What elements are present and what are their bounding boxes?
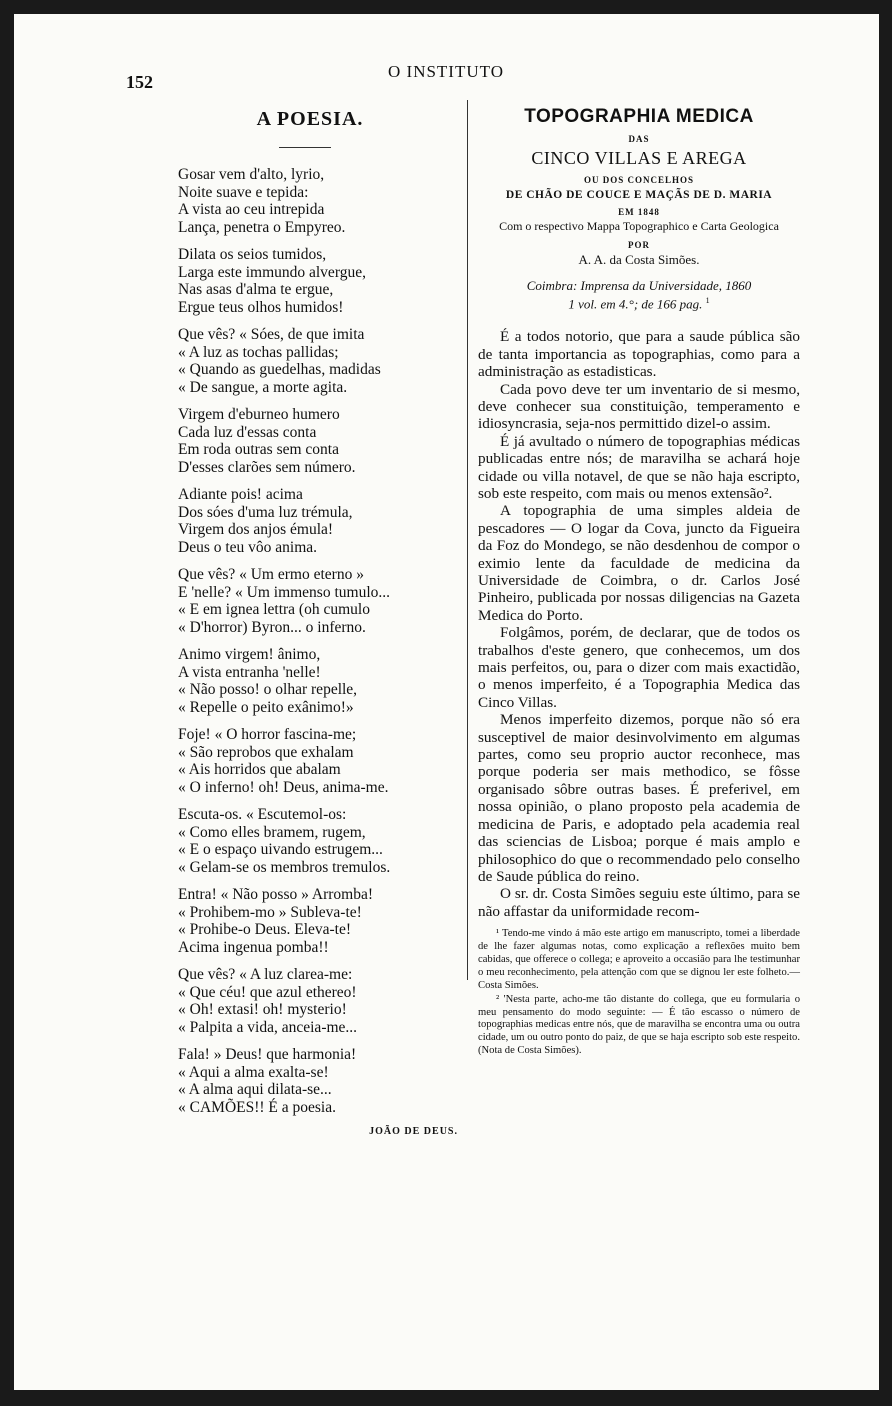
poem-line: « Repelle o peito exânimo!» bbox=[178, 698, 354, 716]
review-councils: DE CHÃO DE COUCE E MAÇÃS DE D. MARIA bbox=[505, 189, 773, 201]
poem-line: Fala! » Deus! que harmonia! bbox=[178, 1046, 357, 1063]
poem-line: « Quando as guedelhas, madidas bbox=[178, 361, 381, 378]
poem-stanza bbox=[178, 646, 460, 716]
body-paragraph: Folgâmos, porém, de declarar, que de todos os trabalhos d'este genero, que conhecemos, um dos mais perfeitos, ou, para o dizer com mais exactidão, o menos imperfeito, é a Topographia Medica das Cinco Villas. bbox=[478, 624, 800, 711]
poem-stanza bbox=[178, 326, 460, 396]
review-column bbox=[478, 100, 800, 1059]
poem-line: « São reprobos que exhalam bbox=[178, 743, 354, 761]
poem-line: Larga este immundo alvergue, bbox=[178, 263, 366, 281]
poem-author: JOÃO DE DEUS. bbox=[369, 1126, 458, 1137]
page-number: 152 bbox=[126, 72, 153, 92]
poem-line: Gosar vem d'alto, lyrio, bbox=[178, 166, 325, 183]
poem-line: Dilata os seios tumidos, bbox=[178, 246, 327, 263]
poem-stanza bbox=[178, 406, 460, 476]
review-por: POR bbox=[628, 240, 650, 250]
poem-column bbox=[150, 108, 460, 1137]
poem-stanza bbox=[178, 166, 460, 236]
body-paragraph: O sr. dr. Costa Simões seguiu este último, para se não affastar da uniformidade recom- bbox=[478, 885, 800, 920]
poem-line: Em roda outras sem conta bbox=[178, 441, 339, 458]
poem-stanza bbox=[178, 726, 460, 796]
journal-title: O INSTITUTO bbox=[388, 62, 504, 81]
poem-line: « De sangue, a morte agita. bbox=[178, 378, 348, 396]
volume-text: 1 vol. em 4.°; de 166 pag. bbox=[568, 296, 703, 312]
poem-line: Que vês? « Sóes, de que imita bbox=[178, 326, 365, 343]
poem-line: Foje! « O horror fascina-me; bbox=[178, 726, 357, 743]
poem-line: Noite suave e tepida: bbox=[178, 183, 309, 201]
review-volume bbox=[478, 296, 800, 312]
poem-line: Nas asas d'alma te ergue, bbox=[178, 281, 334, 298]
poem-line: Cada luz d'essas conta bbox=[178, 423, 317, 441]
poem-line: A vista entranha 'nelle! bbox=[178, 663, 321, 681]
poem-line: « CAMÕES!! É a poesia. bbox=[178, 1098, 336, 1116]
poem-line: « E em ignea lettra (oh cumulo bbox=[178, 601, 370, 618]
poem-line: Entra! « Não posso » Arromba! bbox=[178, 886, 373, 903]
review-author: A. A. da Costa Simões. bbox=[578, 252, 700, 267]
title-rule bbox=[279, 147, 331, 148]
poem-line: Ergue teus olhos humidos! bbox=[178, 298, 344, 316]
body-paragraph: A topographia de uma simples aldeia de pescadores — O logar da Cova, juncto da Figueira da Foz do Mondego, se não desdenhou de compor o eximio lente da faculdade de medicina da Universidade de Coimbra, o dr. Carlos José Pinheiro, publicada por nossas diligencias na Gazeta Medica do Porto. bbox=[478, 502, 800, 624]
poem-line: « Como elles bramem, rugem, bbox=[178, 823, 366, 841]
review-das: DAS bbox=[628, 134, 650, 144]
poem-line: « A alma aqui dilata-se... bbox=[178, 1081, 332, 1098]
poem-stanzas bbox=[150, 166, 460, 1116]
poem-line: « A luz as tochas pallidas; bbox=[178, 343, 339, 361]
poem-line: Lança, penetra o Empyreo. bbox=[178, 218, 346, 236]
body-paragraph: É a todos notorio, que para a saude pública são de tanta importancia as topographias, como para a administração as estadisticas. bbox=[478, 328, 800, 381]
poem-stanza bbox=[178, 486, 460, 556]
poem-line: Adiante pois! acima bbox=[178, 486, 303, 503]
poem-line: Escuta-os. « Escutemol-os: bbox=[178, 806, 347, 823]
footnote: ² 'Nesta parte, acho-me tão distante do collega, que eu formularia o meu pensamento do modo seguinte: — É tão escasso o número de topographias medicas entre nós, que de maravilha se encontra uma ou outra cidade, um ou outro ponto do paiz, de que se haja escripto sob este respeito. (Nota de Costa Simões). bbox=[478, 993, 800, 1057]
poem-stanza bbox=[178, 806, 460, 876]
poem-line: A vista ao ceu intrepida bbox=[178, 201, 325, 218]
poem-line: Dos sóes d'uma luz trémula, bbox=[178, 503, 353, 521]
poem-line: « Que céu! que azul ethereo! bbox=[178, 983, 357, 1001]
poem-line: « Gelam-se os membros tremulos. bbox=[178, 858, 391, 876]
poem-stanza bbox=[178, 966, 460, 1036]
poem-line: « Prohibem-mo » Subleva-te! bbox=[178, 903, 362, 921]
poem-line: « Oh! extasi! oh! mysterio! bbox=[178, 1001, 347, 1018]
review-title: TOPOGRAPHIA MEDICA bbox=[524, 106, 754, 127]
review-year: EM 1848 bbox=[618, 207, 660, 217]
poem-line: « Aqui a alma exalta-se! bbox=[178, 1063, 329, 1081]
footnotes bbox=[478, 928, 800, 1058]
poem-line: « Não posso! o olhar repelle, bbox=[178, 681, 358, 698]
poem-line: Virgem dos anjos émula! bbox=[178, 521, 334, 538]
poem-line: Que vês? « A luz clarea-me: bbox=[178, 966, 353, 983]
body-paragraph: Menos imperfeito dizemos, porque não só era susceptivel de maior desinvolvimento em algumas partes, como seu proprio auctor reconhece, mas porque poderia ser mais methodico, se fôsse organisado sôbre outras bases. É preferivel, em nossa opinião, o plano proposto pela academia de medicina de Paris, e adoptado pela academia real das sciencias de Lisboa; porque é mais amplo e philosophico do que o recommendado pelo conselho de Saude pública do reino. bbox=[478, 711, 800, 885]
review-with: Com o respectivo Mappa Topographico e Carta Geologica bbox=[499, 219, 779, 233]
poem-stanza bbox=[178, 566, 460, 636]
footnote-ref: 1 bbox=[705, 296, 710, 305]
review-imprint bbox=[478, 278, 800, 294]
poem-title: A POESIA. bbox=[256, 108, 364, 130]
poem-line: Que vês? « Um ermo eterno » bbox=[178, 566, 364, 583]
poem-line: « Ais horridos que abalam bbox=[178, 761, 341, 778]
body-paragraph: Cada povo deve ter um inventario de si mesmo, deve conhecer sua constituição, temperamento e idiosyncrasia, seja-nos permittido dizel-o assim. bbox=[478, 380, 800, 433]
review-ou: OU DOS CONCELHOS bbox=[583, 175, 695, 185]
poem-line: « Prohibe-o Deus. Eleva-te! bbox=[178, 921, 352, 938]
review-places: CINCO VILLAS E AREGA bbox=[531, 148, 747, 168]
poem-line: « O inferno! oh! Deus, anima-me. bbox=[178, 778, 389, 796]
poem-line: « Palpita a vida, anceia-me... bbox=[178, 1018, 358, 1036]
poem-line: Virgem d'eburneo humero bbox=[178, 406, 340, 423]
review-body bbox=[478, 328, 800, 920]
poem-line: Acima ingenua pomba!! bbox=[178, 938, 329, 956]
poem-stanza bbox=[178, 886, 460, 956]
imprint-text: Coimbra: Imprensa da Universidade, 1860 bbox=[526, 278, 752, 293]
poem-line: E 'nelle? « Um immenso tumulo... bbox=[178, 583, 391, 601]
body-paragraph: É já avultado o número de topographias médicas publicadas entre nós; de maravilha se achará hoje cidade ou villa notavel, de que se não haja escripto, sob este respeito, com mais ou menos extensão². bbox=[478, 432, 800, 502]
column-divider bbox=[467, 100, 468, 980]
footnote: ¹ Tendo-me vindo á mão este artigo em manuscripto, tomei a liberdade de lhe fazer algumas notas, como explicação a reflexões muito bem cabidas, que offerece o collega; e aproveito a occasião para lhe testimunhar o meu reconhecimento, pela attenção com que se dignou ler este folheto.—Costa Simões. bbox=[478, 928, 800, 991]
poem-stanza bbox=[178, 246, 460, 316]
poem-stanza bbox=[178, 1046, 460, 1116]
poem-line: Animo virgem! ânimo, bbox=[178, 646, 321, 663]
poem-line: D'esses clarões sem número. bbox=[178, 458, 356, 476]
poem-line: Deus o teu vôo anima. bbox=[178, 538, 318, 556]
poem-line: « E o espaço uivando estrugem... bbox=[178, 841, 383, 858]
poem-line: « D'horror) Byron... o inferno. bbox=[178, 618, 366, 636]
